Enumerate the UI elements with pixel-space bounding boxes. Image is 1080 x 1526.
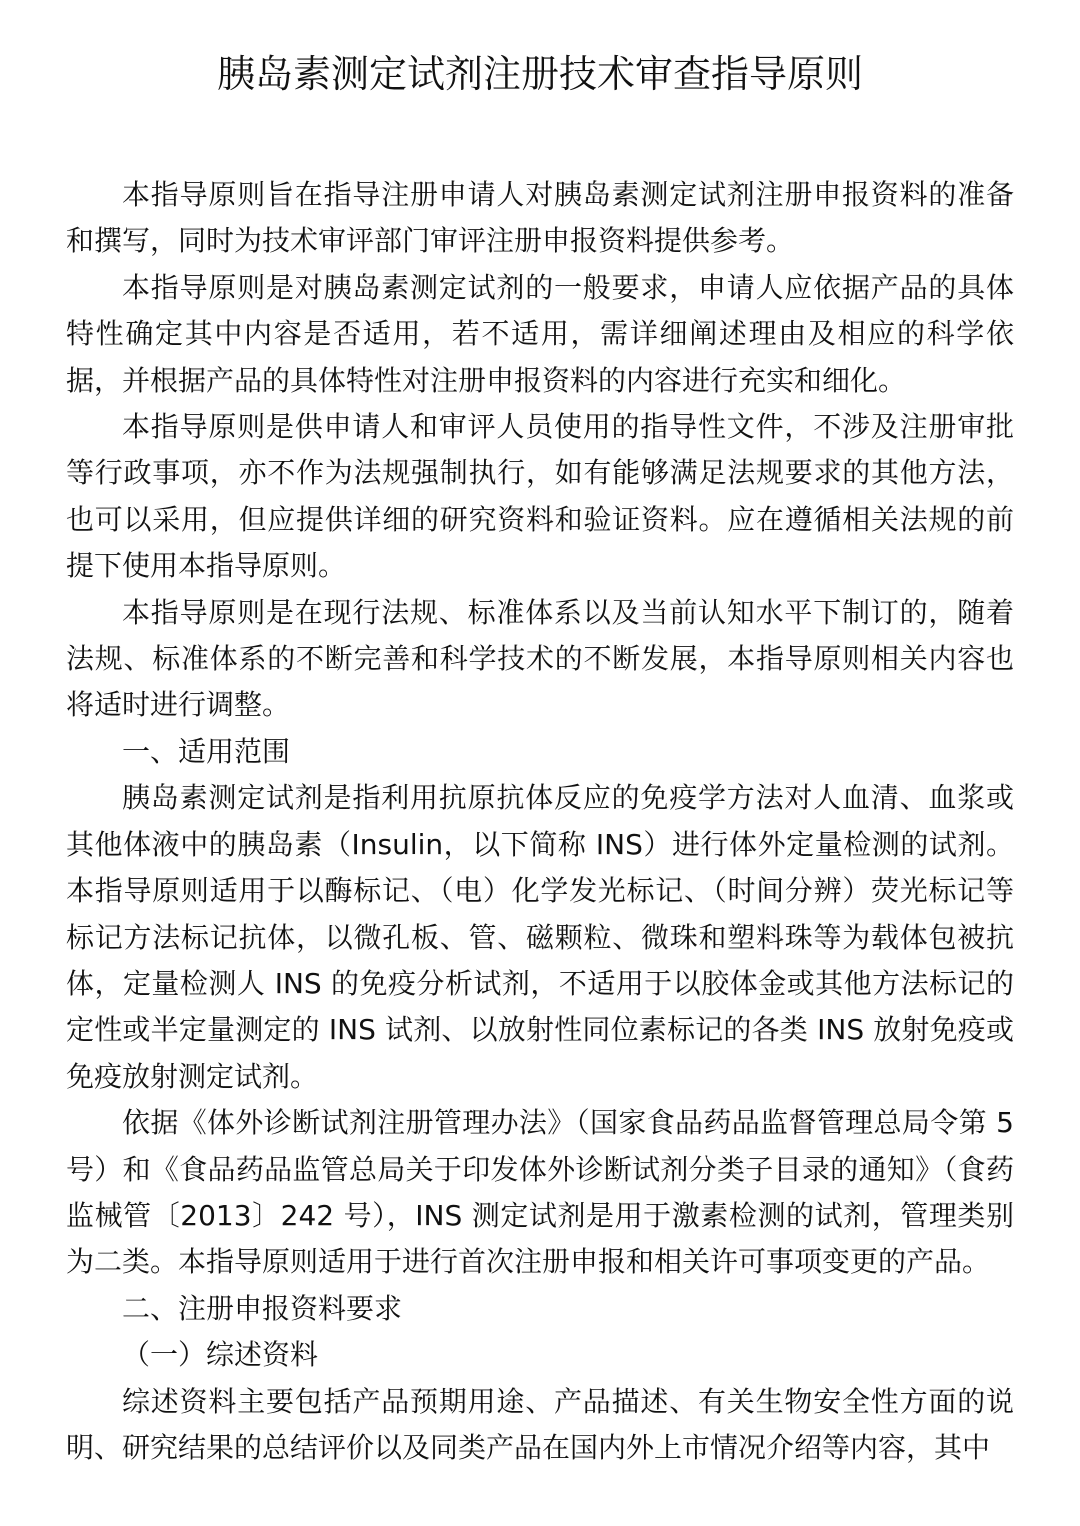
- paragraph-update-note: 本指导原则是在现行法规、标准体系以及当前认知水平下制订的，随着法规、标准体系的不断完善和科学技术的不断发展，本指导原则相关内容也将适时进行调整。: [66, 595, 1014, 722]
- document-title: 胰岛素测定试剂注册技术审查指导原则: [216, 52, 863, 96]
- paragraph-overview-content: 综述资料主要包括产品预期用途、产品描述、有关生物安全性方面的说明、研究结果的总结评价以及同类产品在国内外上市情况介绍等内容，其中: [66, 1384, 1014, 1464]
- document-body: [66, 172, 1014, 1471]
- section-heading-scope: 一、适用范围: [122, 734, 291, 768]
- paragraph-general-requirements: 本指导原则是对胰岛素测定试剂的一般要求，申请人应依据产品的具体特性确定其中内容是否适用，若不适用，需详细阐述理由及相应的科学依据，并根据产品的具体特性对注册申报资料的内容进行充实和细化。: [66, 270, 1014, 397]
- subsection-heading-overview: （一）综述资料: [122, 1338, 319, 1372]
- section-heading-registration: 二、注册申报资料要求: [122, 1291, 403, 1325]
- paragraph-guidance-nature: 本指导原则是供申请人和审评人员使用的指导性文件，不涉及注册审批等行政事项，亦不作为法规强制执行，如有能够满足法规要求的其他方法，也可以采用，但应提供详细的研究资料和验证资料。应在遵循相关法规的前提下使用本指导原则。: [66, 410, 1014, 583]
- paragraph-scope-definition: 胰岛素测定试剂是指利用抗原抗体反应的免疫学方法对人血清、血浆或其他体液中的胰岛素（Insulin，以下简称 INS）进行体外定量检测的试剂。本指导原则适用于以酶标记、（电）化学发光标记、（时间分辨）荧光标记等标记方法标记抗体，以微孔板、管、磁颗粒、微珠和塑料珠等为载体包被抗体，定量检测人 INS 的免疫分析试剂，不适用于以胶体金或其他方法标记的定性或半定量测定的 INS 试剂、以放射性同位素标记的各类 INS 放射免疫或免疫放射测定试剂。: [66, 781, 1014, 1093]
- paragraph-purpose: 本指导原则旨在指导注册申请人对胰岛素测定试剂注册申报资料的准备和撰写，同时为技术审评部门审评注册申报资料提供参考。: [66, 178, 1014, 258]
- paragraph-scope-classification: 依据《体外诊断试剂注册管理办法》（国家食品药品监督管理总局令第 5 号）和《食品药品监管总局关于印发体外诊断试剂分类子目录的通知》（食药监械管〔2013〕242 号），INS 测定试剂是用于激素检测的试剂，管理类别为二类。本指导原则适用于进行首次注册申报和相关许可事项变更的产品。: [66, 1106, 1014, 1279]
